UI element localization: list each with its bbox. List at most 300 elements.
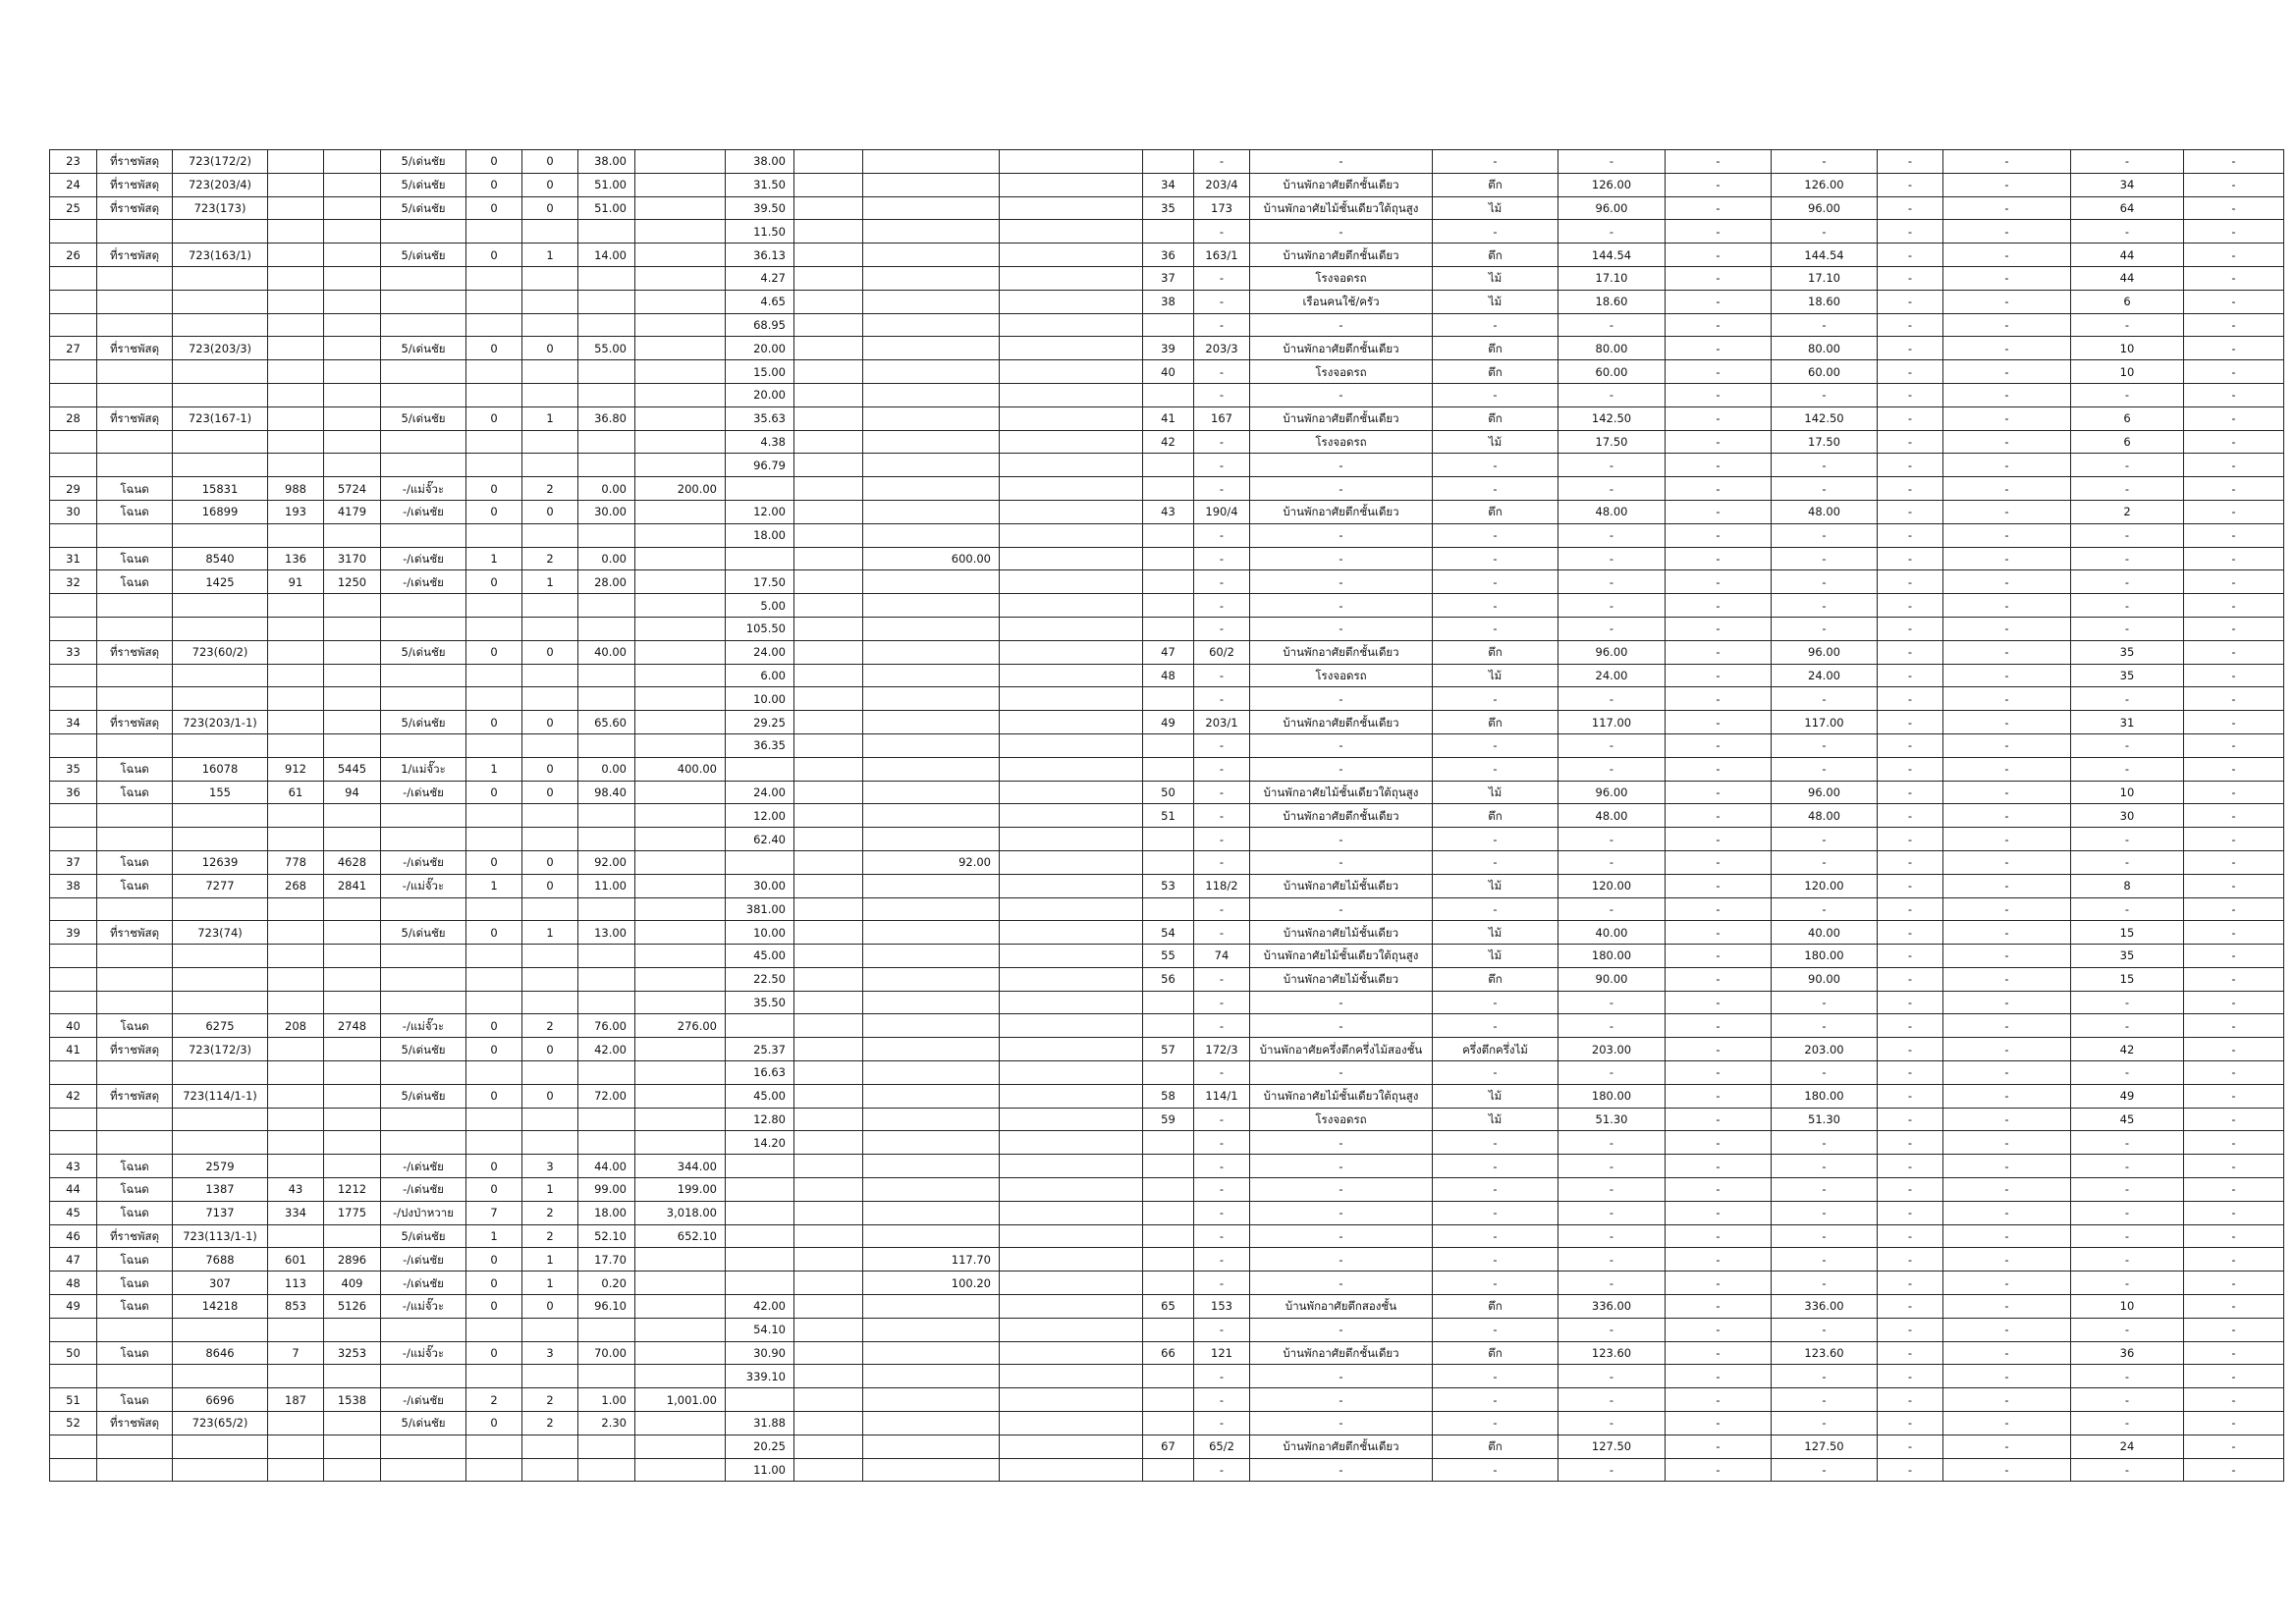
table-cell: -: [1666, 406, 1772, 430]
table-cell: [863, 360, 1000, 384]
table-cell: [726, 547, 794, 570]
table-cell: -: [1943, 406, 2071, 430]
table-cell: -: [1878, 945, 1943, 968]
table-cell: 25: [50, 196, 97, 220]
table-cell: -: [1666, 500, 1772, 523]
table-cell: -: [1878, 921, 1943, 945]
table-cell: [466, 828, 522, 851]
table-cell: -/แม่จั๊วะ: [381, 1341, 466, 1365]
table-cell: [1143, 383, 1194, 406]
table-cell: -: [1943, 477, 2071, 501]
table-cell: 36.13: [726, 244, 794, 267]
table-cell: [381, 687, 466, 711]
table-cell: [324, 430, 381, 454]
table-cell: 6: [2071, 406, 2184, 430]
table-cell: 12639: [173, 850, 268, 874]
table-cell: [635, 804, 726, 828]
table-cell: [50, 454, 97, 477]
table-cell: [324, 454, 381, 477]
table-cell: -: [1250, 1131, 1433, 1155]
table-cell: [381, 1318, 466, 1341]
table-cell: 1,001.00: [635, 1388, 726, 1412]
table-cell: -: [1433, 828, 1558, 851]
table-cell: 40: [50, 1014, 97, 1038]
table-cell: [522, 594, 578, 618]
table-cell: -: [1772, 1131, 1878, 1155]
table-cell: ตึก: [1433, 640, 1558, 664]
table-cell: [863, 617, 1000, 640]
table-cell: -: [1943, 640, 2071, 664]
table-cell: -: [1943, 664, 2071, 687]
table-cell: ที่ราชพัสดุ: [97, 1412, 173, 1435]
table-row: [50, 454, 2284, 477]
table-cell: [794, 1412, 863, 1435]
table-cell: -: [1943, 1295, 2071, 1319]
table-cell: [726, 477, 794, 501]
table-cell: -: [1878, 477, 1943, 501]
table-cell: [268, 804, 324, 828]
table-cell: -: [2071, 1248, 2184, 1272]
table-cell: -: [1433, 850, 1558, 874]
table-cell: [726, 1388, 794, 1412]
table-cell: -: [1878, 454, 1943, 477]
table-cell: [578, 967, 635, 991]
table-cell: -: [1943, 945, 2071, 968]
table-cell: -: [1878, 594, 1943, 618]
table-cell: [794, 640, 863, 664]
table-cell: -: [1878, 711, 1943, 734]
table-row: [50, 290, 2284, 313]
table-cell: -: [2071, 220, 2184, 244]
table-cell: [381, 617, 466, 640]
table-cell: [635, 711, 726, 734]
table-cell: 42.00: [578, 1038, 635, 1061]
table-cell: -: [1772, 757, 1878, 781]
table-row: [50, 640, 2284, 664]
table-cell: 4179: [324, 500, 381, 523]
table-cell: ที่ราชพัสดุ: [97, 150, 173, 174]
table-cell: 193: [268, 500, 324, 523]
table-cell: -: [1943, 1458, 2071, 1482]
table-cell: [381, 1131, 466, 1155]
table-cell: [173, 967, 268, 991]
table-cell: 4628: [324, 850, 381, 874]
table-cell: -: [1666, 1248, 1772, 1272]
table-cell: -: [1666, 523, 1772, 547]
table-cell: -/เด่นชัย: [381, 547, 466, 570]
table-cell: -: [2184, 897, 2284, 921]
table-cell: [173, 664, 268, 687]
table-cell: 1: [522, 921, 578, 945]
table-cell: -: [1772, 1412, 1878, 1435]
table-cell: [578, 1318, 635, 1341]
table-cell: -: [1772, 594, 1878, 618]
table-cell: -: [1666, 1155, 1772, 1178]
table-cell: 190/4: [1194, 500, 1250, 523]
table-cell: [381, 290, 466, 313]
table-cell: [635, 967, 726, 991]
table-cell: [794, 523, 863, 547]
table-cell: [1143, 454, 1194, 477]
table-cell: [324, 664, 381, 687]
table-cell: [1143, 1131, 1194, 1155]
table-cell: [726, 757, 794, 781]
table-cell: -: [2184, 1318, 2284, 1341]
table-cell: [1143, 850, 1194, 874]
table-cell: 173: [1194, 196, 1250, 220]
table-cell: [50, 897, 97, 921]
table-cell: -: [1878, 337, 1943, 360]
table-cell: 58: [1143, 1084, 1194, 1108]
table-cell: [578, 897, 635, 921]
table-cell: 6696: [173, 1388, 268, 1412]
table-cell: 96.00: [1772, 196, 1878, 220]
table-row: [50, 781, 2284, 804]
table-cell: 2896: [324, 1248, 381, 1272]
table-cell: [1000, 921, 1143, 945]
table-row: [50, 1435, 2284, 1458]
table-cell: 16.63: [726, 1061, 794, 1085]
table-cell: [97, 664, 173, 687]
table-cell: [50, 687, 97, 711]
table-cell: 36: [50, 781, 97, 804]
table-cell: [863, 594, 1000, 618]
table-cell: [173, 1365, 268, 1388]
table-cell: -: [2184, 1014, 2284, 1038]
table-cell: -: [1558, 313, 1666, 337]
table-cell: 7: [466, 1201, 522, 1224]
table-cell: -: [1433, 1412, 1558, 1435]
table-cell: 16078: [173, 757, 268, 781]
table-cell: 0: [466, 1272, 522, 1295]
table-cell: ตึก: [1433, 1295, 1558, 1319]
table-cell: 47: [50, 1248, 97, 1272]
table-cell: -: [1772, 547, 1878, 570]
table-row: [50, 945, 2284, 968]
table-cell: -: [1194, 897, 1250, 921]
table-cell: [268, 523, 324, 547]
table-cell: [635, 547, 726, 570]
table-row: [50, 244, 2284, 267]
table-cell: -: [1878, 1155, 1943, 1178]
table-cell: [97, 1365, 173, 1388]
table-cell: บ้านพักอาศัยตึกชั้นเดียว: [1250, 804, 1433, 828]
table-cell: -: [2184, 1155, 2284, 1178]
table-cell: [173, 290, 268, 313]
table-cell: [268, 1365, 324, 1388]
table-cell: โฉนด: [97, 1272, 173, 1295]
table-cell: [324, 804, 381, 828]
table-cell: -: [1194, 430, 1250, 454]
table-cell: -: [1558, 1224, 1666, 1248]
table-cell: -: [1878, 523, 1943, 547]
table-cell: ตึก: [1433, 804, 1558, 828]
table-cell: [522, 220, 578, 244]
table-cell: -: [1433, 594, 1558, 618]
table-cell: 56: [1143, 967, 1194, 991]
property-register-table: [49, 149, 2284, 1482]
table-cell: 723(113/1-1): [173, 1224, 268, 1248]
table-cell: [578, 454, 635, 477]
table-cell: 1538: [324, 1388, 381, 1412]
table-cell: 1775: [324, 1201, 381, 1224]
table-cell: ตึก: [1433, 967, 1558, 991]
table-cell: [1000, 1084, 1143, 1108]
table-cell: 40.00: [1558, 921, 1666, 945]
table-cell: [794, 290, 863, 313]
table-cell: 37: [1143, 266, 1194, 290]
table-cell: 0: [522, 757, 578, 781]
table-cell: [794, 664, 863, 687]
table-cell: [635, 430, 726, 454]
table-cell: [173, 430, 268, 454]
table-cell: -: [1943, 1412, 2071, 1435]
table-cell: -: [1878, 640, 1943, 664]
table-cell: -: [1194, 290, 1250, 313]
table-row: [50, 594, 2284, 618]
table-cell: [50, 1458, 97, 1482]
table-cell: 43: [50, 1155, 97, 1178]
table-cell: 47: [1143, 640, 1194, 664]
table-cell: -: [1666, 1295, 1772, 1319]
table-cell: [794, 1388, 863, 1412]
table-cell: -: [1878, 196, 1943, 220]
table-cell: -: [1878, 664, 1943, 687]
table-cell: [173, 1131, 268, 1155]
table-cell: [635, 1061, 726, 1085]
table-cell: 48.00: [1558, 500, 1666, 523]
table-row: [50, 570, 2284, 594]
table-cell: [324, 1108, 381, 1131]
table-cell: [97, 430, 173, 454]
table-cell: ตึก: [1433, 711, 1558, 734]
table-cell: [381, 897, 466, 921]
table-cell: 20.00: [726, 337, 794, 360]
table-cell: [794, 617, 863, 640]
table-cell: 20.25: [726, 1435, 794, 1458]
table-cell: [635, 1458, 726, 1482]
table-cell: -: [2184, 594, 2284, 618]
table-row: [50, 874, 2284, 897]
table-cell: [1143, 1061, 1194, 1085]
table-cell: 163/1: [1194, 244, 1250, 267]
table-cell: [466, 360, 522, 384]
table-row: [50, 383, 2284, 406]
table-cell: [794, 150, 863, 174]
table-cell: 96.00: [1558, 640, 1666, 664]
table-cell: 0.00: [578, 477, 635, 501]
table-cell: 60/2: [1194, 640, 1250, 664]
table-cell: [522, 1365, 578, 1388]
table-cell: [466, 454, 522, 477]
table-cell: [1000, 570, 1143, 594]
table-cell: 127.50: [1772, 1435, 1878, 1458]
table-cell: -: [1194, 757, 1250, 781]
table-cell: [97, 523, 173, 547]
table-cell: [863, 1388, 1000, 1412]
table-cell: -: [2184, 570, 2284, 594]
table-cell: [1000, 967, 1143, 991]
table-cell: [50, 828, 97, 851]
table-cell: 51.30: [1558, 1108, 1666, 1131]
table-cell: [635, 1365, 726, 1388]
table-cell: -: [2184, 1224, 2284, 1248]
table-cell: 11.00: [726, 1458, 794, 1482]
table-cell: -: [1194, 360, 1250, 384]
table-cell: -: [2071, 547, 2184, 570]
table-cell: [50, 1435, 97, 1458]
table-cell: -: [1878, 1295, 1943, 1319]
table-cell: [1143, 1458, 1194, 1482]
table-cell: [635, 383, 726, 406]
table-cell: -: [1943, 921, 2071, 945]
table-cell: 1: [522, 244, 578, 267]
table-row: [50, 664, 2284, 687]
table-cell: [173, 991, 268, 1014]
table-cell: -/เด่นชัย: [381, 1178, 466, 1202]
table-cell: ตึก: [1433, 500, 1558, 523]
table-cell: [1000, 547, 1143, 570]
table-cell: [268, 1155, 324, 1178]
table-cell: ตึก: [1433, 1341, 1558, 1365]
table-cell: [863, 687, 1000, 711]
table-cell: 0: [466, 244, 522, 267]
table-cell: -: [2071, 897, 2184, 921]
table-cell: -: [1878, 1038, 1943, 1061]
table-cell: [466, 1061, 522, 1085]
table-cell: 5/เด่นชัย: [381, 244, 466, 267]
table-cell: 6: [2071, 430, 2184, 454]
table-cell: 0: [466, 1178, 522, 1202]
table-cell: [794, 360, 863, 384]
table-cell: [324, 406, 381, 430]
table-cell: 0: [466, 150, 522, 174]
table-cell: [173, 828, 268, 851]
table-cell: 48.00: [1772, 804, 1878, 828]
table-cell: [324, 967, 381, 991]
table-cell: -: [2184, 547, 2284, 570]
table-cell: [1143, 547, 1194, 570]
table-cell: [324, 360, 381, 384]
table-cell: -: [2071, 1178, 2184, 1202]
table-cell: -: [2184, 640, 2284, 664]
table-cell: 203/1: [1194, 711, 1250, 734]
table-cell: [794, 687, 863, 711]
table-cell: -: [1878, 1365, 1943, 1388]
table-cell: -: [1772, 828, 1878, 851]
table-cell: -: [1666, 804, 1772, 828]
table-cell: [863, 523, 1000, 547]
table-cell: 51.00: [578, 196, 635, 220]
table-cell: -: [1666, 1318, 1772, 1341]
table-cell: -: [1433, 1224, 1558, 1248]
table-cell: -: [1878, 850, 1943, 874]
table-cell: -: [1772, 383, 1878, 406]
table-cell: [863, 945, 1000, 968]
table-cell: [578, 266, 635, 290]
table-cell: เรือนคนใช้/ครัว: [1250, 290, 1433, 313]
table-cell: -: [1666, 383, 1772, 406]
table-cell: [381, 454, 466, 477]
table-cell: [863, 664, 1000, 687]
table-cell: -: [1666, 1224, 1772, 1248]
table-cell: -: [2071, 477, 2184, 501]
table-cell: [97, 804, 173, 828]
table-cell: 30: [2071, 804, 2184, 828]
table-cell: [50, 1108, 97, 1131]
table-cell: -: [1194, 921, 1250, 945]
table-cell: [863, 804, 1000, 828]
table-cell: [466, 430, 522, 454]
table-row: [50, 850, 2284, 874]
table-cell: -: [1772, 1388, 1878, 1412]
table-cell: 32: [50, 570, 97, 594]
table-cell: -: [1194, 1178, 1250, 1202]
table-cell: 381.00: [726, 897, 794, 921]
table-cell: 0: [466, 173, 522, 196]
table-cell: -: [2184, 290, 2284, 313]
table-cell: [268, 313, 324, 337]
table-cell: -: [1666, 454, 1772, 477]
table-cell: 0: [522, 173, 578, 196]
table-cell: [794, 1178, 863, 1202]
table-cell: -: [1878, 1131, 1943, 1155]
table-cell: 51: [50, 1388, 97, 1412]
table-cell: -: [1666, 664, 1772, 687]
table-cell: [173, 454, 268, 477]
table-cell: 15: [2071, 921, 2184, 945]
table-cell: [268, 430, 324, 454]
table-cell: [863, 1061, 1000, 1085]
table-cell: [324, 290, 381, 313]
table-cell: 35: [2071, 640, 2184, 664]
table-cell: -: [1250, 1412, 1433, 1435]
table-cell: [863, 1178, 1000, 1202]
table-cell: 187: [268, 1388, 324, 1412]
table-cell: [1143, 477, 1194, 501]
table-cell: -: [1433, 733, 1558, 757]
table-cell: [794, 850, 863, 874]
table-cell: [173, 897, 268, 921]
table-cell: -: [1943, 1155, 2071, 1178]
table-cell: [173, 733, 268, 757]
table-cell: [863, 1341, 1000, 1365]
table-cell: [1000, 828, 1143, 851]
table-cell: [97, 1435, 173, 1458]
table-cell: 2: [522, 547, 578, 570]
table-cell: [268, 711, 324, 734]
table-cell: 52: [50, 1412, 97, 1435]
table-cell: 0: [522, 711, 578, 734]
table-cell: -: [1250, 617, 1433, 640]
table-cell: -: [1943, 337, 2071, 360]
table-cell: -: [1878, 1458, 1943, 1482]
table-cell: [635, 220, 726, 244]
table-cell: [173, 594, 268, 618]
table-cell: 118/2: [1194, 874, 1250, 897]
table-cell: [173, 266, 268, 290]
table-cell: 50: [1143, 781, 1194, 804]
table-cell: โฉนด: [97, 1388, 173, 1412]
table-cell: -: [2184, 360, 2284, 384]
table-cell: 200.00: [635, 477, 726, 501]
table-cell: [1000, 1412, 1143, 1435]
table-cell: -: [2184, 220, 2284, 244]
table-cell: [578, 664, 635, 687]
table-cell: -: [1666, 196, 1772, 220]
table-cell: [794, 313, 863, 337]
table-cell: [1000, 406, 1143, 430]
